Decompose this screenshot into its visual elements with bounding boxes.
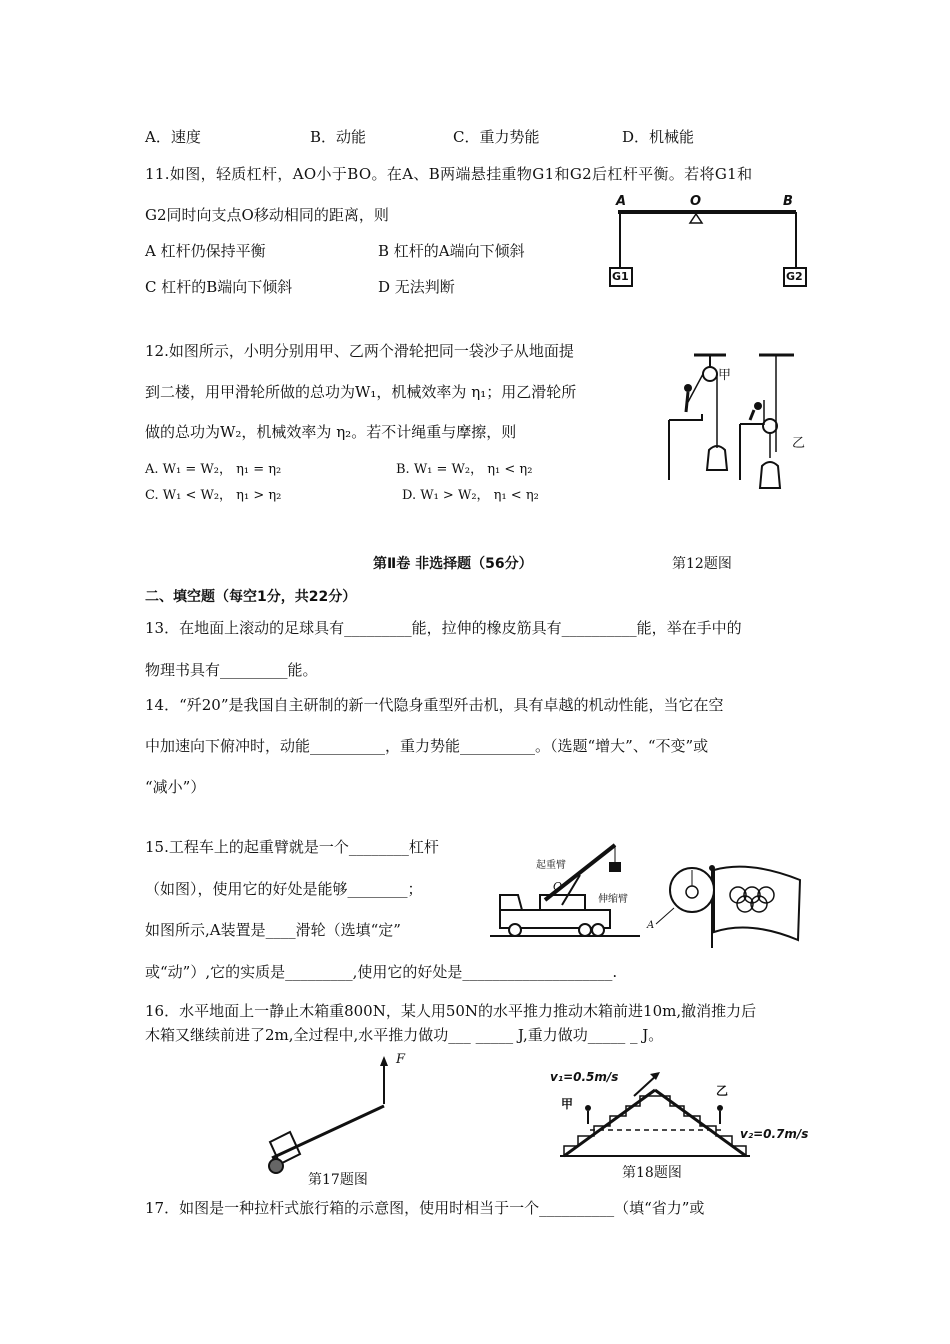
stairs-yi-label: 乙	[716, 1084, 729, 1098]
flagpole-figure	[650, 840, 810, 950]
q10-option-b: B．动能	[310, 128, 367, 146]
q13-line2: 物理书具有_________能。	[145, 661, 318, 679]
stairs-v1-label: v₁=0.5m/s	[550, 1070, 619, 1084]
q14-line3: “减小”）	[145, 778, 206, 796]
q16-line1: 16．水平地面上一静止木箱重800N，某人用50N的水平推力推动木箱前进10m,撤消推力后	[145, 1002, 757, 1020]
pulley-label-jia: 甲	[718, 368, 732, 383]
pulley-label-yi: 乙	[792, 436, 806, 451]
q13-line1: 13．在地面上滚动的足球具有_________能，拉伸的橡皮筋具有__________能，举在手中的	[145, 619, 742, 637]
q12-caption: 第12题图	[672, 556, 732, 572]
fig17-caption: 第17题图	[308, 1172, 368, 1188]
lever-label-b: B	[783, 194, 793, 209]
q11-option-a: A 杠杆仍保持平衡	[145, 242, 266, 260]
q12-option-d: D. W₁ > W₂， η₁ < η₂	[402, 488, 539, 503]
q14-line2: 中加速向下俯冲时，动能__________，重力势能__________。（选题“增大”、“不变”或	[145, 737, 709, 755]
stairs-velocity-arrow	[632, 1070, 662, 1100]
q10-option-a: A．速度	[145, 128, 201, 146]
pulley-figure	[664, 350, 814, 500]
stairs-figure	[560, 1090, 760, 1160]
lever-label-o: O	[690, 194, 702, 209]
q15-line1: 15.工程车上的起重臂就是一个________杠杆	[145, 838, 439, 856]
suitcase-force-label: F	[396, 1052, 406, 1067]
q16-line2: 木箱又继续前进了2m,全过程中,水平推力做功___ _____ J,重力做功_____ _ J。	[145, 1026, 664, 1044]
stairs-v2-label: v₂=0.7m/s	[740, 1127, 809, 1141]
q12-option-b: B. W₁ = W₂， η₁ < η₂	[396, 462, 533, 477]
q14-line1: 14．“歼20”是我国自主研制的新一代隐身重型歼击机，具有卓越的机动性能，当它在空	[145, 696, 724, 714]
q11-option-d: D 无法判断	[378, 278, 455, 296]
lever-label-a: A	[616, 194, 627, 209]
flagpole-label-a: A	[647, 920, 655, 931]
crane-label-arm: 起重臂	[536, 860, 566, 871]
crane-label-tele: 伸缩臂	[598, 894, 628, 905]
q11-stem-line2: G2同时向支点O移动相同的距离，则	[145, 206, 389, 224]
lever-label-g1: G1	[612, 270, 629, 283]
stairs-jia-label: 甲	[561, 1097, 574, 1111]
q11-option-c: C 杠杆的B端向下倾斜	[145, 278, 293, 296]
lever-label-g2: G2	[786, 270, 803, 283]
fig18-caption: 第18题图	[622, 1165, 682, 1181]
q11-stem-line1: 11.如图，轻质杠杆，AO小于BO。在A、B两端悬挂重物G1和G2后杠杆平衡。若将G1和	[145, 165, 753, 183]
q17-line1: 17．如图是一种拉杆式旅行箱的示意图，使用时相当于一个__________（填“省力”或	[145, 1199, 705, 1217]
q15-line2: （如图），使用它的好处是能够________；	[145, 880, 423, 898]
q12-stem-line1: 12.如图所示，小明分别用甲、乙两个滑轮把同一袋沙子从地面提	[145, 342, 574, 360]
q10-option-d: D．机械能	[622, 128, 695, 146]
q12-stem-line3: 做的总功为W₂，机械效率为 η₂。若不计绳重与摩擦，则	[145, 423, 517, 441]
q10-option-c: C．重力势能	[453, 128, 540, 146]
q12-stem-line2: 到二楼，用甲滑轮所做的总功为W₁，机械效率为 η₁；用乙滑轮所	[145, 383, 577, 401]
q11-option-b: B 杠杆的A端向下倾斜	[378, 242, 525, 260]
q15-line3: 如图所示,A装置是____滑轮（选填“定”	[145, 921, 401, 939]
lever-figure	[608, 192, 808, 292]
q12-option-c: C. W₁ < W₂， η₁ > η₂	[145, 488, 282, 503]
crane-label-o: O	[553, 880, 563, 893]
section-heading: 二、填空题（每空1分，共22分）	[145, 589, 357, 605]
volume-title: 第Ⅱ卷 非选择题（56分）	[373, 556, 533, 572]
q15-line4: 或“动”）,它的实质是_________,使用它的好处是____________________.	[145, 963, 618, 981]
q12-option-a: A. W₁ = W₂， η₁ = η₂	[145, 462, 282, 477]
suitcase-figure	[262, 1054, 412, 1174]
